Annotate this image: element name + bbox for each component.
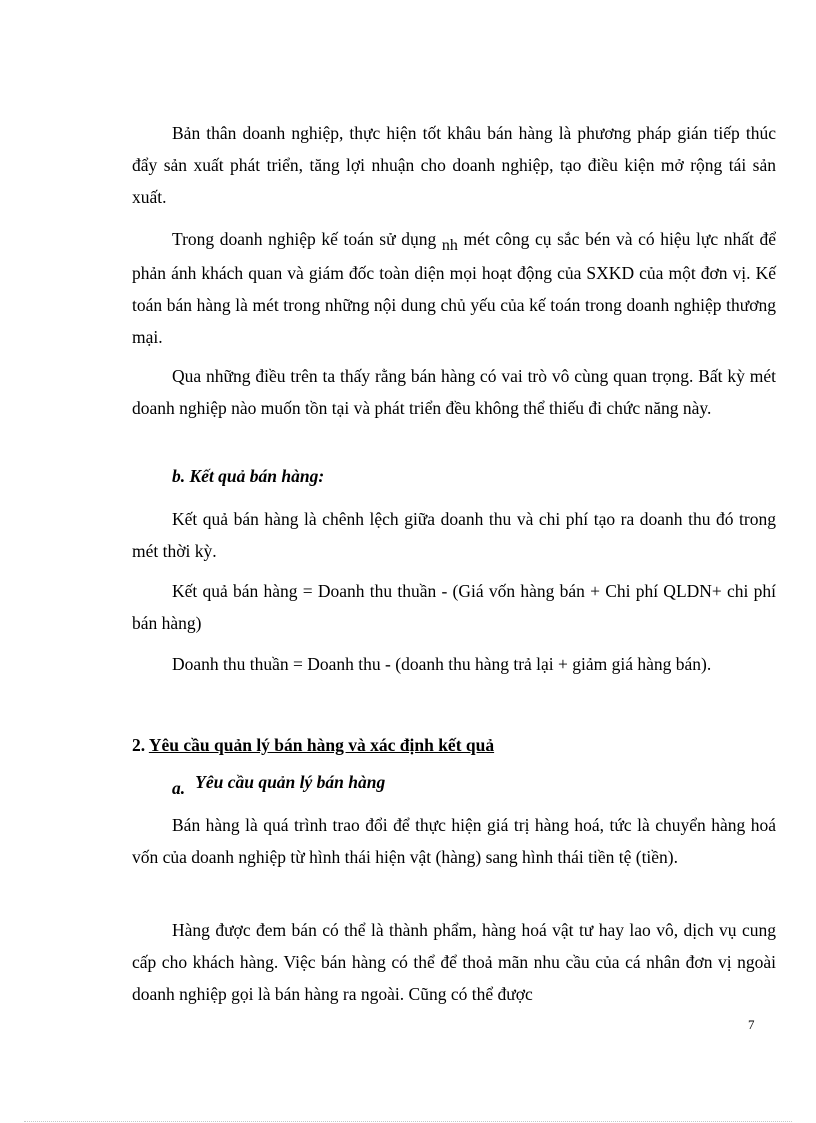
- paragraph-sales-process: Bán hàng là quá trình trao đổi để thực hiện giá trị hàng hoá, tức là chuyển hàng hoá vốn của doanh nghiệp từ hình thái hiện vật (hàng) sang hình thái tiền tệ (tiền).: [132, 815, 776, 867]
- page-number: 7: [748, 1017, 755, 1032]
- subheading-b-sales-result: b. Kết quả bán hàng:: [172, 466, 325, 486]
- paragraph-sales-result-definition: Kết quả bán hàng là chênh lệch giữa doanh thu và chi phí tạo ra doanh thu đó trong mét thời kỳ.: [132, 509, 776, 561]
- paragraph-sales-role: Qua những điều trên ta thấy rằng bán hàng có vai trò vô cùng quan trọng. Bất kỳ mét doanh nghiệp nào muốn tồn tại và phát triển đều không thể thiếu đi chức năng này.: [132, 366, 776, 418]
- paragraph-sales-importance: Bản thân doanh nghiệp, thực hiện tốt khâu bán hàng là phương pháp gián tiếp thúc đẩy sản xuất phát triển, tăng lợi nhuận cho doanh nghiệp, tạo điều kiện mở rộng tái sản xuất.: [132, 123, 776, 207]
- paragraph-accounting-tool-part2: mét công cụ sắc bén và có hiệu lực nhất để phản ánh khách quan và giám đốc toàn diện mọi hoạt động của SXKD của một đơn vị. Kế toán bán hàng là mét trong những nội dung chủ yếu của kế toán trong doanh nghiệp thương mại.: [132, 229, 776, 347]
- paragraph-accounting-tool-fragment: nh: [441, 237, 458, 254]
- section-2-number: 2.: [132, 735, 146, 755]
- section-2-title: Yêu cầu quản lý bán hàng và xác định kết quả: [148, 735, 495, 755]
- paragraph-accounting-tool-part1: Trong doanh nghiệp kế toán sử dụng: [172, 229, 442, 249]
- paragraph-goods-sold: Hàng được đem bán có thể là thành phẩm, hàng hoá vật tư hay lao vô, dịch vụ cung cấp cho khách hàng. Việc bán hàng có thể để thoả mãn nhu cầu của cá nhân đơn vị ngoài doanh nghiệp gọi là bán hàng ra ngoài. Cũng có thể được: [132, 920, 776, 1004]
- paragraph-net-revenue-formula: Doanh thu thuần = Doanh thu - (doanh thu hàng trả lại + giảm giá hàng bán).: [172, 654, 712, 674]
- paragraph-sales-result-formula: Kết quả bán hàng = Doanh thu thuần - (Giá vốn hàng bán + Chi phí QLDN+ chi phí bán hàng): [132, 581, 776, 633]
- subheading-a-management-requirements: [172, 772, 386, 798]
- paragraph-accounting-tool: [132, 223, 776, 353]
- page-bottom-divider: [24, 1121, 792, 1122]
- subheading-a-text: Yêu cầu quản lý bán hàng: [195, 772, 386, 792]
- subheading-a-letter: a.: [172, 778, 186, 798]
- section-2-heading: [132, 735, 494, 756]
